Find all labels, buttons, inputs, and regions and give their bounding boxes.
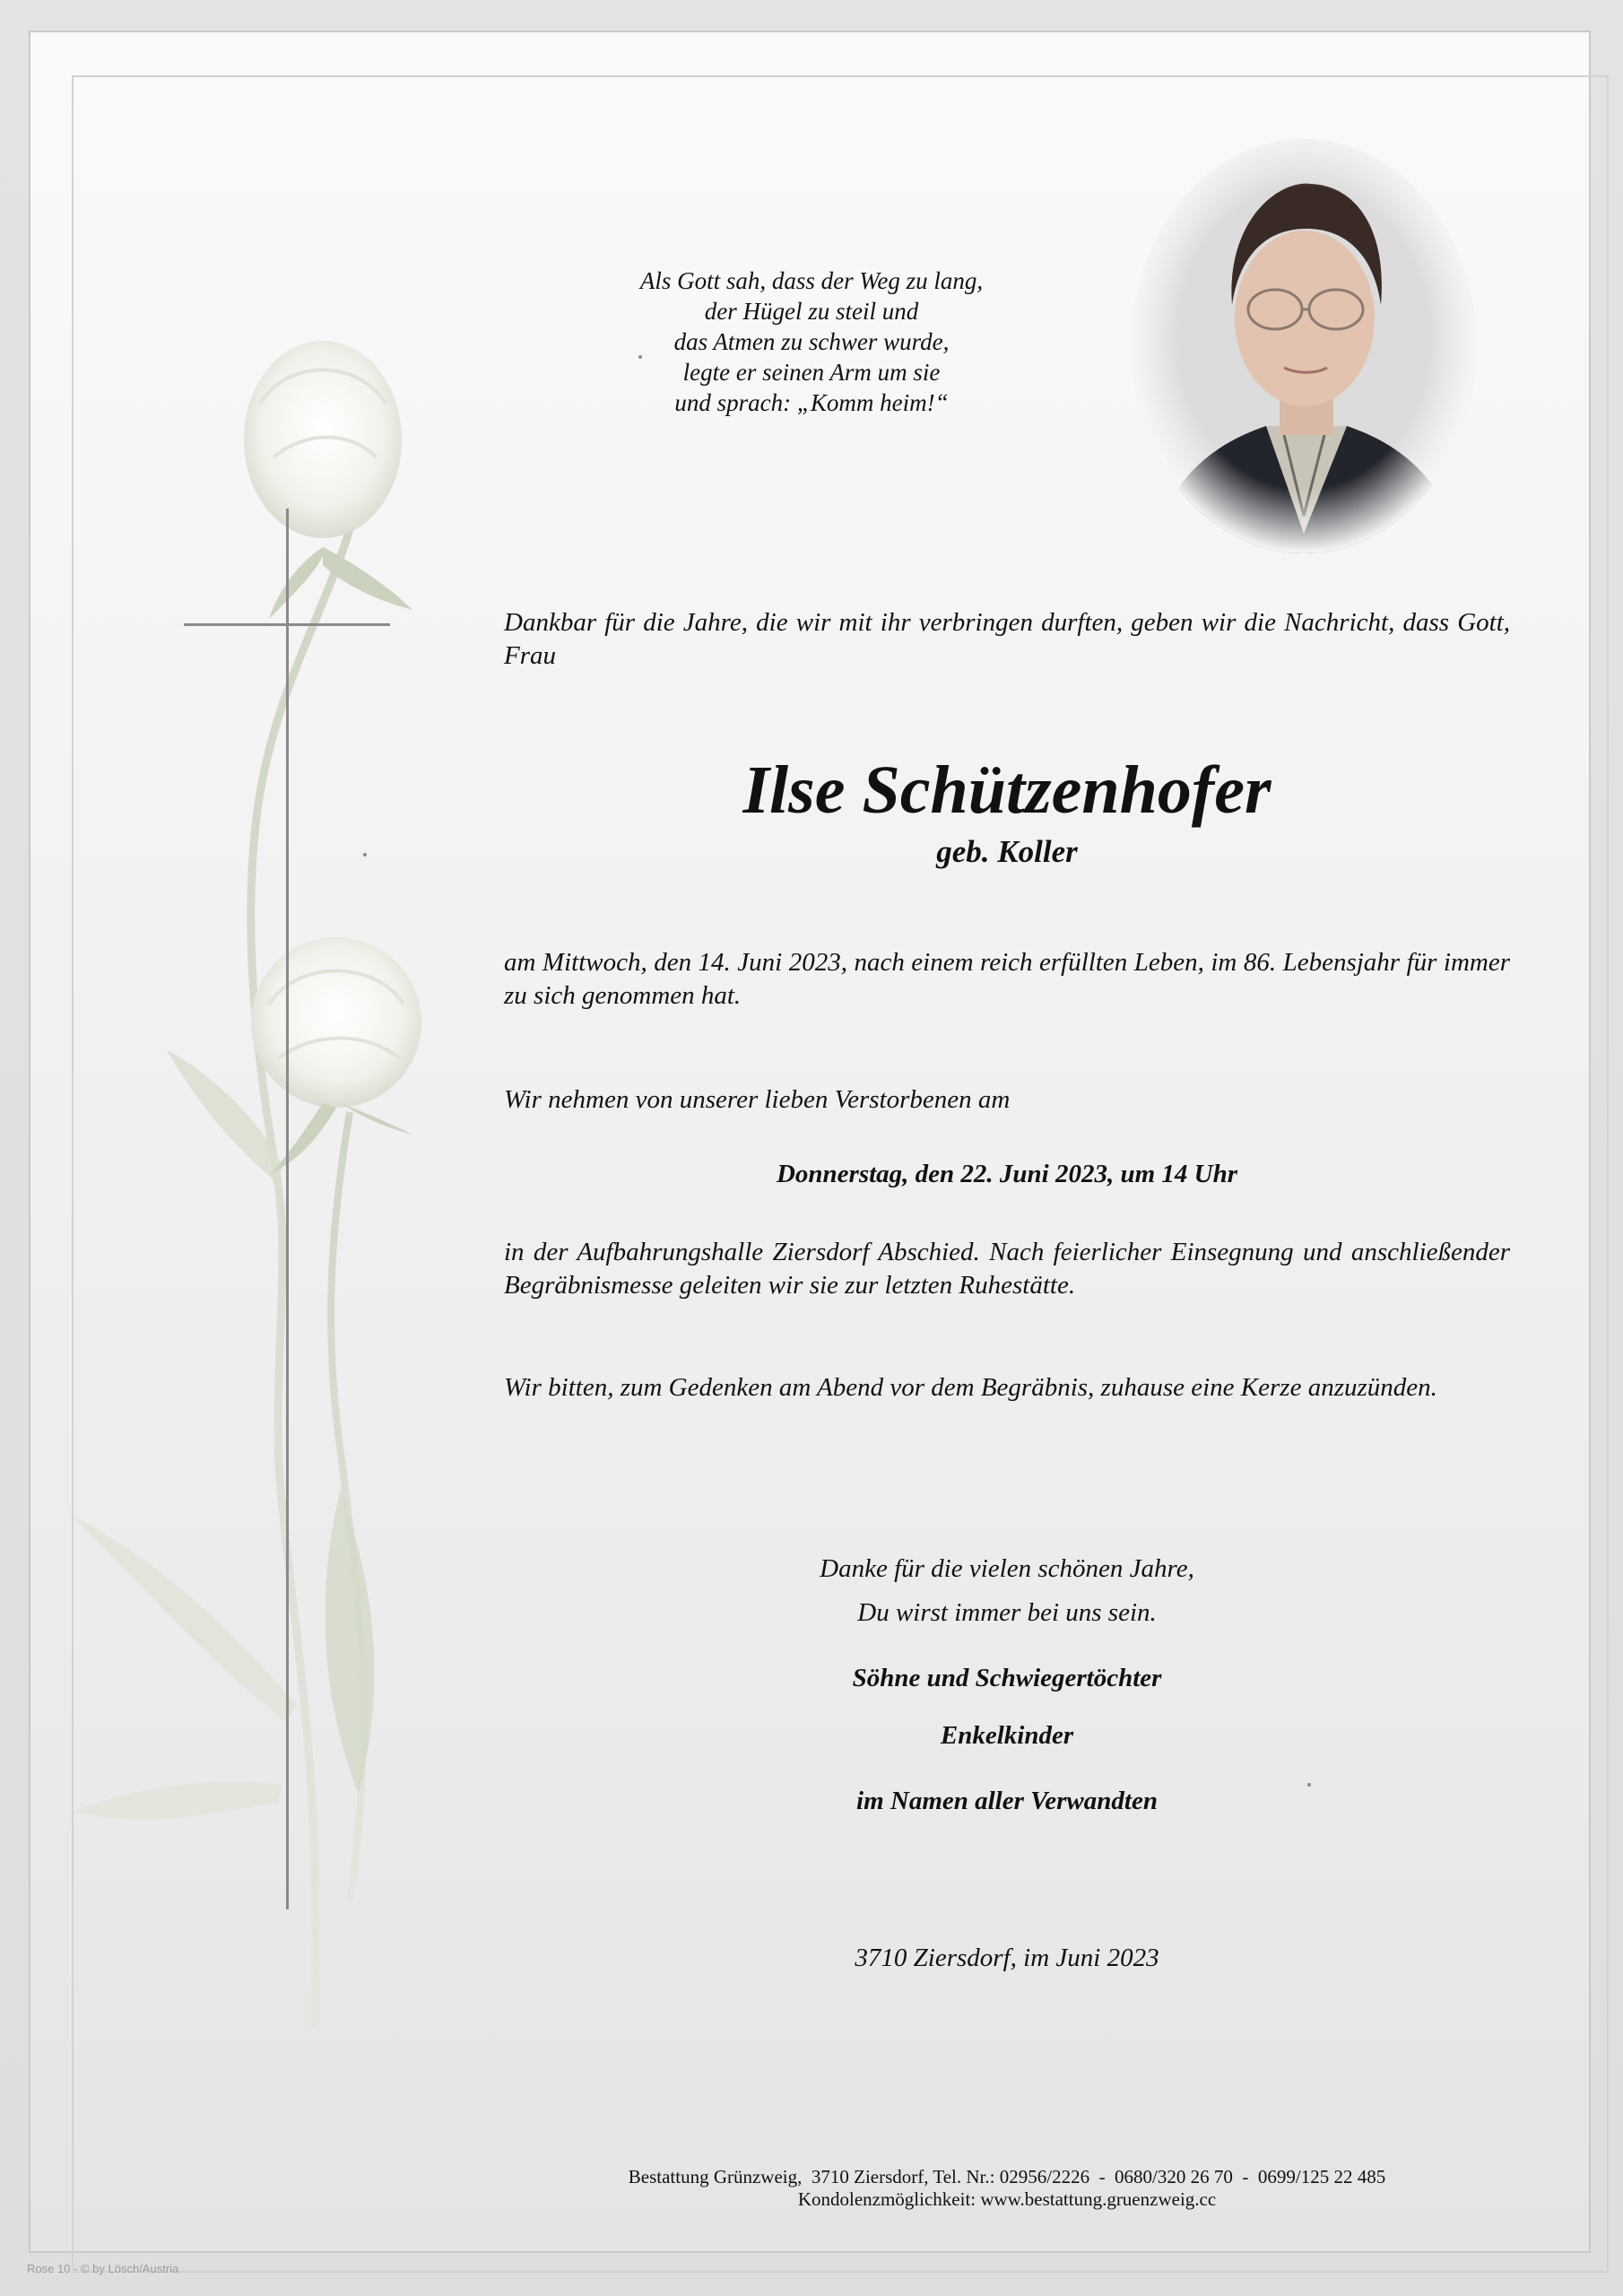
poem-line: und sprach: „Komm heim!“ (674, 389, 949, 416)
dust-speck (638, 355, 642, 359)
dust-speck (363, 853, 367, 857)
footer-condolence-line: Kondolenzmöglichkeit: www.bestattung.gruenzweig.cc (797, 2188, 1217, 2210)
maiden-name: geb. Koller (936, 834, 1078, 869)
closing-line: Danke für die vielen schönen Jahre, (820, 1554, 1194, 1583)
mourner-line: Söhne und Schwiegertöchter (852, 1664, 1162, 1692)
funeral-location-text: in der Aufbahrungshalle Ziersdorf Abschied. Nach feierlicher Einsegnung und anschließender Begräbnismesse geleiten wir sie zur letzten Ruhestätte. (504, 1238, 1510, 1300)
white-roses-image (54, 323, 484, 2081)
poem-line: Als Gott sah, dass der Weg zu lang, (639, 267, 984, 294)
image-credit: Rose 10 - © by Lösch/Austria (27, 2262, 179, 2275)
death-notice-text: am Mittwoch, den 14. Juni 2023, nach einem reich erfüllten Leben, im 86. Lebensjahr für immer zu sich genommen hat. (504, 948, 1510, 1010)
poem (538, 265, 1085, 418)
funeral-home-footer (504, 2166, 1510, 2211)
poem-line: das Atmen zu schwer wurde, (673, 328, 950, 355)
place-and-date: 3710 Ziersdorf, im Juni 2023 (855, 1944, 1159, 1972)
farewell-intro-text: Wir nehmen von unserer lieben Verstorbenen am (504, 1085, 1011, 1114)
poem-line: legte er seinen Arm um sie (682, 359, 941, 386)
cross-horizontal-bar (184, 623, 390, 626)
intro-text: Dankbar für die Jahre, die wir mit ihr verbringen durften, geben wir die Nachricht, dass Gott, Frau (504, 608, 1510, 670)
deceased-name: Ilse Schützenhofer (742, 752, 1271, 828)
closing-line: Du wirst immer bei uns sein. (857, 1598, 1157, 1627)
candle-request-text: Wir bitten, zum Gedenken am Abend vor dem Begräbnis, zuhause eine Kerze anzuzünden. (504, 1373, 1437, 1402)
portrait-photo (1132, 139, 1476, 553)
mourner-line: im Namen aller Verwandten (856, 1787, 1158, 1815)
mourner-line: Enkelkinder (940, 1721, 1074, 1750)
cross-vertical-bar (286, 509, 289, 1909)
dust-speck (1307, 1783, 1311, 1787)
funeral-date: Donnerstag, den 22. Juni 2023, um 14 Uhr (776, 1160, 1238, 1188)
poem-line: der Hügel zu steil und (704, 298, 919, 325)
footer-contact-line: Bestattung Grünzweig, 3710 Ziersdorf, Tel. Nr.: 02956/2226 - 0680/320 26 70 - 0699/125 22 485 (628, 2166, 1386, 2187)
